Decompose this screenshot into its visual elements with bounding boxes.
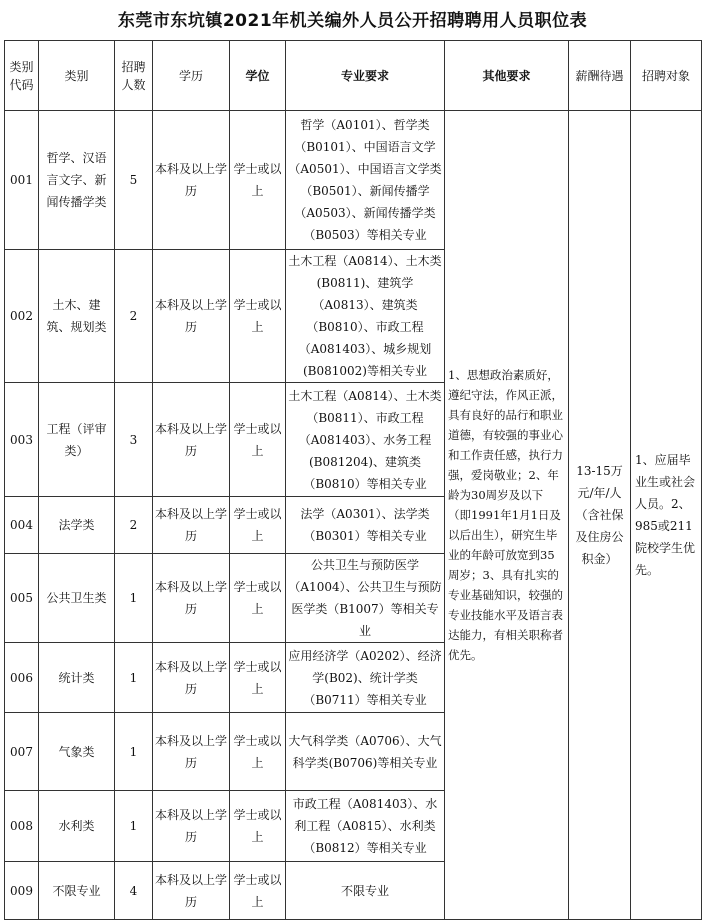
cell-count: 3 (115, 383, 153, 497)
cell-degree: 学士或以上 (230, 713, 286, 791)
cell-education: 本科及以上学历 (153, 250, 230, 383)
header-count: 招聘人数 (115, 41, 153, 111)
cell-count: 2 (115, 250, 153, 383)
cell-education: 本科及以上学历 (153, 862, 230, 920)
cell-degree: 学士或以上 (230, 791, 286, 862)
cell-code: 002 (5, 250, 39, 383)
cell-count: 1 (115, 791, 153, 862)
header-salary: 薪酬待遇 (569, 41, 631, 111)
table-header-row (5, 41, 702, 111)
header-code: 类别代码 (5, 41, 39, 111)
cell-code: 006 (5, 643, 39, 713)
cell-degree: 学士或以上 (230, 497, 286, 554)
cell-education: 本科及以上学历 (153, 643, 230, 713)
cell-major: 土木工程（A0814）、土木类(B0811)、建筑学（A0813）、建筑类（B0810）、市政工程（A081403）、城乡规划(B081002)等相关专业 (286, 250, 445, 383)
cell-category: 法学类 (39, 497, 115, 554)
cell-target: 1、应届毕业生或社会人员。2、985或211院校学生优先。 (631, 111, 702, 920)
cell-category: 统计类 (39, 643, 115, 713)
header-education: 学历 (153, 41, 230, 111)
header-category: 类别 (39, 41, 115, 111)
cell-degree: 学士或以上 (230, 554, 286, 643)
cell-category: 土木、建筑、规划类 (39, 250, 115, 383)
cell-major: 大气科学类（A0706）、大气科学类(B0706)等相关专业 (286, 713, 445, 791)
cell-major: 土木工程（A0814）、土木类（B0811）、市政工程（A081403）、水务工程(B081204)、建筑类（B0810）等相关专业 (286, 383, 445, 497)
cell-count: 2 (115, 497, 153, 554)
cell-education: 本科及以上学历 (153, 713, 230, 791)
cell-major: 法学（A0301）、法学类（B0301）等相关专业 (286, 497, 445, 554)
cell-count: 1 (115, 554, 153, 643)
cell-degree: 学士或以上 (230, 643, 286, 713)
cell-major: 不限专业 (286, 862, 445, 920)
cell-code: 007 (5, 713, 39, 791)
header-major: 专业要求 (286, 41, 445, 111)
cell-degree: 学士或以上 (230, 862, 286, 920)
header-degree: 学位 (230, 41, 286, 111)
cell-code: 008 (5, 791, 39, 862)
cell-major: 公共卫生与预防医学（A1004）、公共卫生与预防医学类（B1007）等相关专业 (286, 554, 445, 643)
cell-education: 本科及以上学历 (153, 497, 230, 554)
cell-degree: 学士或以上 (230, 250, 286, 383)
cell-major: 哲学（A0101）、哲学类（B0101）、中国语言文学（A0501）、中国语言文学类（B0501）、新闻传播学（A0503）、新闻传播学类（B0503）等相关专业 (286, 111, 445, 250)
table-row (5, 111, 702, 250)
cell-education: 本科及以上学历 (153, 791, 230, 862)
cell-category: 不限专业 (39, 862, 115, 920)
cell-education: 本科及以上学历 (153, 111, 230, 250)
cell-count: 5 (115, 111, 153, 250)
cell-code: 001 (5, 111, 39, 250)
cell-category: 工程（评审类） (39, 383, 115, 497)
cell-major: 市政工程（A081403）、水利工程（A0815）、水利类（B0812）等相关专业 (286, 791, 445, 862)
page-title: 东莞市东坑镇2021年机关编外人员公开招聘聘用人员职位表 (117, 11, 588, 31)
positions-table (4, 40, 702, 920)
cell-category: 气象类 (39, 713, 115, 791)
cell-code: 003 (5, 383, 39, 497)
cell-education: 本科及以上学历 (153, 383, 230, 497)
cell-category: 哲学、汉语言文字、新闻传播学类 (39, 111, 115, 250)
header-target: 招聘对象 (631, 41, 702, 111)
cell-salary: 13-15万元/年/人（含社保及住房公积金） (569, 111, 631, 920)
cell-education: 本科及以上学历 (153, 554, 230, 643)
cell-count: 1 (115, 643, 153, 713)
cell-code: 005 (5, 554, 39, 643)
cell-category: 水利类 (39, 791, 115, 862)
cell-code: 009 (5, 862, 39, 920)
cell-major: 应用经济学（A0202）、经济学(B02)、统计学类（B0711）等相关专业 (286, 643, 445, 713)
cell-code: 004 (5, 497, 39, 554)
cell-category: 公共卫生类 (39, 554, 115, 643)
cell-count: 1 (115, 713, 153, 791)
cell-degree: 学士或以上 (230, 111, 286, 250)
header-other: 其他要求 (445, 41, 569, 111)
cell-count: 4 (115, 862, 153, 920)
cell-other-requirements: 1、思想政治素质好，遵纪守法，作风正派，具有良好的品行和职业道德，有较强的事业心和工作责任感，执行力强，爱岗敬业；2、年龄为30周岁及以下（即1991年1月1日及以后出生），研究生毕业的年龄可放宽到35周岁；3、具有扎实的专业基础知识，较强的专业技能水平及语言表达能力，有相关职称者优先。 (445, 111, 569, 920)
cell-degree: 学士或以上 (230, 383, 286, 497)
